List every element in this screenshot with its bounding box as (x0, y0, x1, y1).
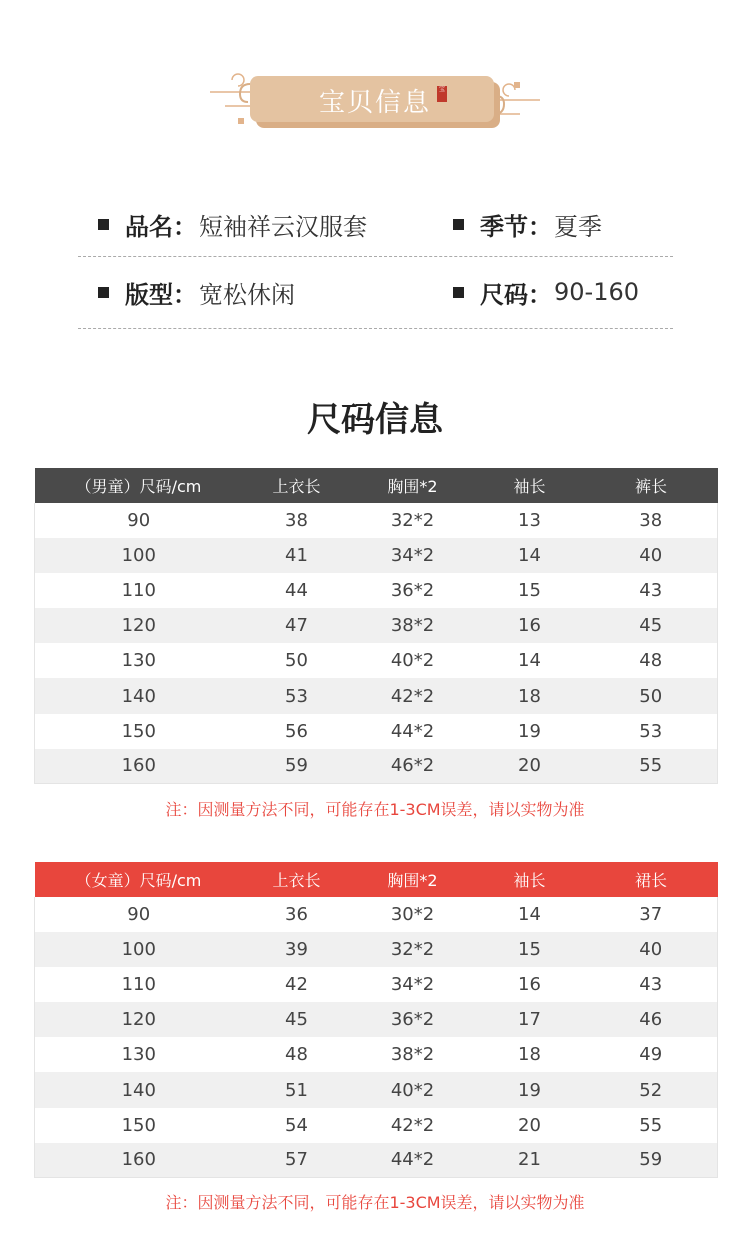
info-fit (98, 258, 295, 326)
table-cell: 38*2 (351, 608, 475, 643)
table-cell: 53 (243, 678, 351, 713)
header-skirt-length: 裙长 (585, 862, 718, 897)
info-key: 尺码： (480, 280, 552, 309)
table-row (35, 643, 718, 678)
table-row (35, 967, 718, 1002)
table-cell: 16 (475, 967, 585, 1002)
banner-title: 宝贝信息 (318, 87, 431, 118)
table-cell: 18 (475, 678, 585, 713)
table-cell: 50 (585, 678, 718, 713)
info-row-2 (78, 258, 673, 326)
table-cell: 39 (243, 932, 351, 967)
table-cell: 40*2 (351, 643, 475, 678)
header-size: （男童）尺码/cm (35, 468, 243, 503)
table-cell: 38 (585, 503, 718, 538)
table-cell: 55 (585, 1108, 718, 1143)
table-cell: 14 (475, 897, 585, 932)
table-cell: 46*2 (351, 749, 475, 784)
square-bullet-icon (98, 219, 109, 230)
table-cell: 43 (585, 967, 718, 1002)
table-cell: 48 (585, 643, 718, 678)
table-cell: 59 (585, 1143, 718, 1178)
size-info-title: 尺码信息 (307, 400, 443, 440)
table-cell: 16 (475, 608, 585, 643)
table-cell: 100 (35, 538, 243, 573)
table-cell: 120 (35, 608, 243, 643)
table-cell: 90 (35, 897, 243, 932)
girls-measurement-note: 注：因测量方法不同，可能存在1-3CM误差，请以实物为准 (165, 1193, 585, 1212)
seal-stamp-icon: 宝 (437, 86, 447, 102)
table-cell: 38 (243, 503, 351, 538)
table-cell: 40*2 (351, 1072, 475, 1107)
table-cell: 42*2 (351, 1108, 475, 1143)
table-cell: 56 (243, 714, 351, 749)
info-key: 季节： (480, 212, 552, 241)
table-cell: 17 (475, 1002, 585, 1037)
table-row (35, 1037, 718, 1072)
header-chest: 胸围*2 (351, 862, 475, 897)
table-cell: 18 (475, 1037, 585, 1072)
table-cell: 45 (243, 1002, 351, 1037)
table-cell: 57 (243, 1143, 351, 1178)
dashed-divider (78, 328, 673, 329)
table-header-row (35, 862, 718, 897)
table-cell: 44*2 (351, 714, 475, 749)
table-cell: 20 (475, 1108, 585, 1143)
table-row (35, 1143, 718, 1178)
table-cell: 21 (475, 1143, 585, 1178)
girls-size-table (34, 862, 718, 1178)
info-season (453, 190, 602, 258)
table-cell: 14 (475, 643, 585, 678)
table-cell: 40 (585, 538, 718, 573)
table-cell: 36*2 (351, 573, 475, 608)
table-cell: 110 (35, 573, 243, 608)
table-cell: 44 (243, 573, 351, 608)
table-cell: 42 (243, 967, 351, 1002)
table-cell: 41 (243, 538, 351, 573)
table-row (35, 897, 718, 932)
table-row (35, 573, 718, 608)
table-cell: 32*2 (351, 503, 475, 538)
info-value: 夏季 (554, 212, 602, 241)
table-cell: 150 (35, 1108, 243, 1143)
table-cell: 19 (475, 1072, 585, 1107)
table-cell: 30*2 (351, 897, 475, 932)
table-cell: 45 (585, 608, 718, 643)
table-cell: 36*2 (351, 1002, 475, 1037)
table-cell: 40 (585, 932, 718, 967)
table-cell: 46 (585, 1002, 718, 1037)
table-cell: 90 (35, 503, 243, 538)
table-row (35, 503, 718, 538)
square-bullet-icon (453, 219, 464, 230)
table-row (35, 608, 718, 643)
table-cell: 36 (243, 897, 351, 932)
dashed-divider (78, 256, 673, 257)
table-row (35, 1002, 718, 1037)
info-value: 短袖祥云汉服套 (199, 212, 367, 241)
table-cell: 50 (243, 643, 351, 678)
table-cell: 53 (585, 714, 718, 749)
table-cell: 130 (35, 1037, 243, 1072)
table-cell: 100 (35, 932, 243, 967)
table-cell: 55 (585, 749, 718, 784)
info-key: 版型： (125, 280, 197, 309)
table-cell: 19 (475, 714, 585, 749)
table-cell: 13 (475, 503, 585, 538)
table-cell: 51 (243, 1072, 351, 1107)
boys-size-table (34, 468, 718, 784)
table-row (35, 538, 718, 573)
table-cell: 52 (585, 1072, 718, 1107)
info-key: 品名： (125, 212, 197, 241)
table-cell: 38*2 (351, 1037, 475, 1072)
table-cell: 34*2 (351, 538, 475, 573)
square-bullet-icon (453, 287, 464, 298)
table-cell: 150 (35, 714, 243, 749)
table-cell: 43 (585, 573, 718, 608)
info-value: 宽松休闲 (199, 280, 295, 309)
table-cell: 160 (35, 1143, 243, 1178)
table-cell: 130 (35, 643, 243, 678)
table-cell: 48 (243, 1037, 351, 1072)
section-banner (0, 60, 750, 140)
header-pants-length: 裤长 (585, 468, 718, 503)
table-cell: 42*2 (351, 678, 475, 713)
info-product-name (98, 190, 367, 258)
table-cell: 20 (475, 749, 585, 784)
header-sleeve: 袖长 (475, 862, 585, 897)
table-header-row (35, 468, 718, 503)
table-row (35, 678, 718, 713)
table-row (35, 714, 718, 749)
boys-measurement-note: 注：因测量方法不同，可能存在1-3CM误差，请以实物为准 (165, 800, 585, 819)
info-row-1 (78, 190, 673, 258)
table-cell: 160 (35, 749, 243, 784)
table-cell: 59 (243, 749, 351, 784)
square-bullet-icon (98, 287, 109, 298)
header-top-length: 上衣长 (243, 468, 351, 503)
table-cell: 15 (475, 573, 585, 608)
table-row (35, 749, 718, 784)
table-cell: 34*2 (351, 967, 475, 1002)
table-cell: 15 (475, 932, 585, 967)
table-cell: 110 (35, 967, 243, 1002)
table-cell: 54 (243, 1108, 351, 1143)
table-row (35, 1072, 718, 1107)
table-cell: 120 (35, 1002, 243, 1037)
table-row (35, 932, 718, 967)
table-row (35, 1108, 718, 1143)
table-cell: 49 (585, 1037, 718, 1072)
table-cell: 37 (585, 897, 718, 932)
header-top-length: 上衣长 (243, 862, 351, 897)
table-cell: 47 (243, 608, 351, 643)
table-cell: 140 (35, 678, 243, 713)
table-cell: 32*2 (351, 932, 475, 967)
info-value: 90-160 (554, 278, 640, 306)
table-cell: 14 (475, 538, 585, 573)
header-size: （女童）尺码/cm (35, 862, 243, 897)
table-cell: 140 (35, 1072, 243, 1107)
header-sleeve: 袖长 (475, 468, 585, 503)
info-size-range (453, 258, 639, 326)
header-chest: 胸围*2 (351, 468, 475, 503)
table-cell: 44*2 (351, 1143, 475, 1178)
